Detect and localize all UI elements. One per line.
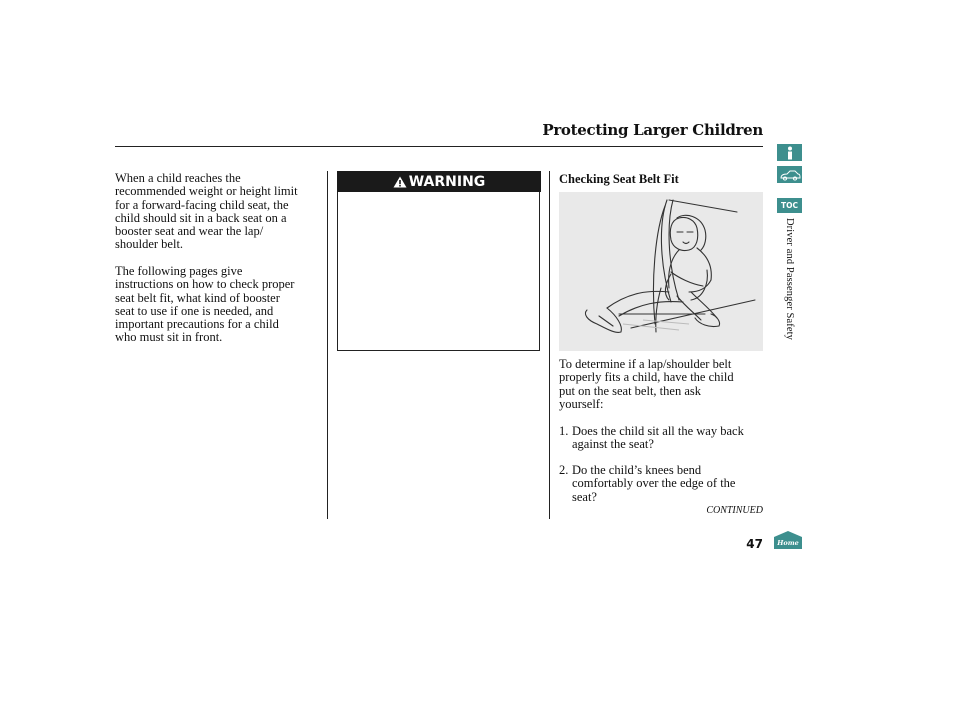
text-line: who must sit in front.: [115, 330, 223, 345]
text-line: yourself:: [559, 396, 604, 411]
intro-text: [559, 358, 769, 411]
text-line: seat belt fit, what kind of booster: [115, 290, 280, 305]
list-number: 2.: [559, 463, 569, 477]
text-line: child should sit in a back seat on a: [115, 210, 287, 225]
text-line: for a forward-facing child seat, the: [115, 197, 289, 212]
section-heading: Checking Seat Belt Fit: [559, 172, 679, 186]
info-icon: [785, 146, 795, 160]
info-button[interactable]: [777, 144, 802, 161]
text-line: recommended weight or height limit: [115, 184, 298, 199]
list-number: 1.: [559, 424, 569, 438]
home-label: Home: [777, 539, 799, 547]
toc-button[interactable]: [777, 198, 802, 213]
list-text: [572, 464, 768, 504]
text-line: The following pages give: [115, 264, 243, 278]
title-rule: [115, 146, 763, 147]
text-line: properly fits a child, have the child: [559, 370, 734, 385]
home-icon: [774, 531, 802, 549]
warning-triangle-icon: [393, 176, 407, 188]
warning-label: WARNING: [408, 173, 486, 190]
section-tab-label: Driver and Passenger Safety: [784, 218, 795, 340]
text-line: To determine if a lap/shoulder belt: [559, 357, 732, 371]
list-item: [559, 425, 769, 453]
text-line: Do the child’s knees bend: [572, 463, 702, 477]
list-text: [572, 425, 768, 452]
text-line: important precautions for a child: [115, 317, 279, 332]
text-line: booster seat and wear the lap/: [115, 224, 264, 239]
vehicle-index-button[interactable]: [777, 166, 802, 183]
text-line: seat to use if one is needed, and: [115, 303, 274, 318]
text-line: comfortably over the edge of the: [572, 476, 736, 491]
text-line: Does the child sit all the way back: [572, 424, 744, 438]
text-line: When a child reaches the: [115, 171, 241, 185]
warning-box: [337, 171, 540, 351]
text-line: seat?: [572, 489, 597, 504]
continued-label: CONTINUED: [706, 505, 763, 516]
page-title: Protecting Larger Children: [542, 121, 763, 139]
list-item: [559, 464, 769, 506]
text-line: against the seat?: [572, 437, 654, 452]
column-divider-left: [327, 171, 328, 519]
page-number: 47: [746, 537, 763, 551]
seat-belt-illustration: [559, 192, 763, 351]
warning-header: [337, 171, 541, 192]
text-line: shoulder belt.: [115, 237, 184, 252]
text-line: instructions on how to check proper: [115, 277, 295, 292]
intro-paragraph: [115, 172, 325, 252]
car-icon: [779, 169, 801, 181]
home-button[interactable]: [774, 531, 802, 549]
child-seat-belt-drawing: [559, 192, 763, 351]
column-divider-right: [549, 171, 550, 519]
text-line: put on the seat belt, then ask: [559, 383, 701, 398]
instructions-paragraph: [115, 265, 325, 345]
toc-label: TOC: [781, 201, 798, 210]
